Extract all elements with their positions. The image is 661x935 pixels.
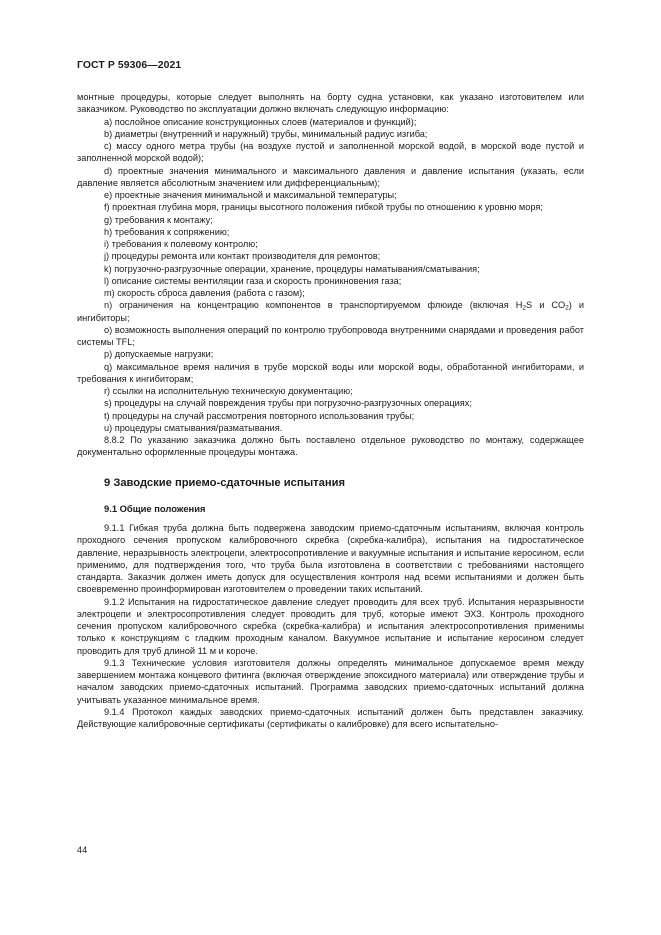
document-body [77, 91, 584, 730]
list-item-s: s) процедуры на случай повреждения трубы при погрузочно-разгрузочных операциях; [104, 398, 472, 409]
list-item-i: i) требования к полевому контролю; [104, 239, 258, 249]
list-item-n-text-mid: S и CO [526, 300, 566, 311]
list-item-j: j) процедуры ремонта или контакт производителя для ремонтов; [104, 251, 381, 262]
subsection-9-1-title: 9.1 Общие положения [104, 502, 206, 514]
paragraph-9-1-2: 9.1.2 Испытания на гидростатическое давление следует проводить для всех труб. Испытания неразрывности электроцепи и электросопротивления следует проводить для труб, которые имеют ЭХЗ. Контроль проходного сечения пропуском калибровочного скребка (скребка-калибра) и испытания электросопротивления применимы только к конструкциям с гладким проходным каналом. Вакуумное испытание и испытание керосином следует проводить для труб длиной 11 м и короче. [77, 596, 584, 656]
list-item-n-text-start: n) ограничения на концентрацию компонентов в транспортируемом флюиде (включая H [104, 300, 523, 311]
list-item-n [77, 299, 584, 324]
list-item-q: q) максимальное время наличия в трубе морской воды или морской воды, обработанной ингибиторами, и требования к ингибиторам; [77, 361, 584, 384]
list-item-h: h) требования к сопряжению; [104, 226, 230, 237]
list-item-c: с) массу одного метра трубы (на воздухе пустой и заполненной морской водой, в морской воде пустой и заполненной морской водой); [77, 141, 584, 164]
list-item-a: а) послойное описание конструкционных слоев (материалов и функций); [104, 116, 417, 127]
list-item-l: l) описание системы вентиляции газа и скорость проникновения газа; [104, 275, 402, 286]
list-item-m: m) скорость сброса давления (работа с газом); [104, 288, 305, 298]
list-item-o: о) возможность выполнения операций по контролю трубопровода внутренними снарядами и проведения работ системы TFL; [77, 324, 584, 347]
list-item-p: р) допускаемые нагрузки; [104, 349, 214, 360]
paragraph-9-1-3: 9.1.3 Технические условия изготовителя должны определять минимальное допускаемое время между завершением монтажа концевого фитинга (включая отверждение эпоксидного материала) или отверждение трубы и началом заводских приемо-сдаточных испытаний. Программа заводских приемо-сдаточных испытаний должна учитывать указанное минимальное время. [77, 657, 584, 705]
list-item-r: r) ссылки на исполнительную техническую документацию; [104, 386, 353, 396]
h2s-subscript: 2 [522, 304, 527, 312]
list-item-f: f) проектная глубина моря, границы высотного положения гибкой трубы по отношению к уровню моря; [104, 202, 543, 213]
section-9-title: 9 Заводские приемо-сдаточные испытания [104, 476, 346, 489]
list-item-g: g) требования к монтажу; [104, 214, 213, 225]
list-item-e: е) проектные значения минимальной и максимальной температуры; [104, 190, 397, 200]
paragraph-8-8-2: 8.8.2 По указанию заказчика должно быть поставлено отдельное руководство по монтажу, содержащее документально оформленные процедуры монтажа. [77, 435, 584, 458]
paragraph-9-1-4: 9.1.4 Протокол каждых заводских приемо-сдаточных испытаний должен быть представлен заказчику. Действующие калибровочные сертификаты (сертификаты о калибровке) для всего испытательно- [77, 706, 584, 729]
list-item-n-text-end: ) и ингибиторы; [77, 300, 585, 323]
intro-paragraph: монтные процедуры, которые следует выполнять на борту судна установки, как указано изготовителем или заказчиком. Руководство по эксплуатации должно включать следующую информацию: [77, 92, 584, 115]
list-item-k: k) погрузочно-разгрузочные операции, хранение, процедуры наматывания/сматывания; [104, 263, 480, 274]
page-number: 44 [77, 845, 88, 855]
document-header: ГОСТ Р 59306—2021 [77, 60, 182, 71]
list-item-t: t) процедуры на случай рассмотрения повторного использования трубы; [104, 410, 415, 421]
co2-subscript: 2 [565, 304, 569, 312]
list-item-b: b) диаметры (внутренний и наружный) трубы, минимальный радиус изгиба; [104, 128, 428, 139]
list-item-u: u) процедуры сматывания/разматывания. [104, 422, 283, 433]
paragraph-9-1-1: 9.1.1 Гибкая труба должна быть подвержена заводским приемо-сдаточным испытаниям, включая контроль проходного сечения пропуском калибровочного скребка (скребка-калибра), испытания на гидростатическое давление, неразрывность электроцепи, электросопротивление и вакуумные испытания и испытание керосином, если применимо, для подтверждения того, что труба была изготовлена в соответствии с требованиями настоящего стандарта. Заказчик должен иметь допуск для осуществления контроля над всеми испытаниями и должен быть своевременно проинформирован изготовителем о проведении таких испытаний. [77, 523, 584, 595]
list-item-d: d) проектные значения минимального и максимального давления и давление испытания (указать, если давление является абсолютным значением или дифференциальным); [77, 165, 584, 188]
